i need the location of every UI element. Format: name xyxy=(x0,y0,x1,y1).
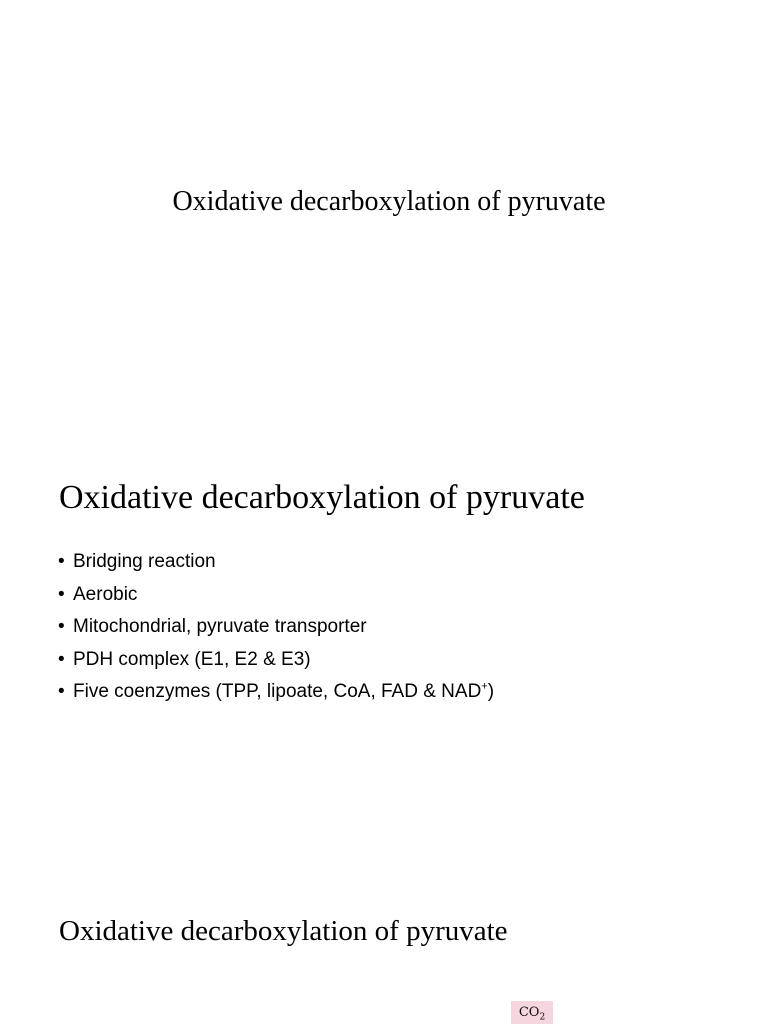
slide-2 xyxy=(0,432,768,864)
slide-title: Oxidative decarboxylation of pyruvate xyxy=(59,915,508,947)
bullet-list xyxy=(58,549,494,712)
bullet-icon: • xyxy=(58,583,65,605)
co2-text: CO xyxy=(518,1005,540,1020)
bullet-text-main: Five coenzymes (TPP, lipoate, CoA, FAD & NAD xyxy=(73,681,482,702)
bullet-icon: • xyxy=(58,648,65,670)
bullet-text: Aerobic xyxy=(73,583,138,605)
bullet-icon: • xyxy=(58,681,65,702)
bullet-item xyxy=(58,582,494,615)
bullet-text: Mitochondrial, pyruvate transporter xyxy=(73,616,367,637)
slide-1 xyxy=(0,0,768,432)
bullet-icon: • xyxy=(58,616,65,637)
bullet-item xyxy=(58,614,494,647)
slide-3 xyxy=(0,864,768,1024)
bullet-icon: • xyxy=(58,551,65,572)
bullet-item xyxy=(58,679,494,712)
bullet-text-suffix: ) xyxy=(487,681,495,702)
bullet-text xyxy=(73,681,494,702)
bullet-text: PDH complex (E1, E2 & E3) xyxy=(73,648,311,670)
bullet-item xyxy=(58,647,494,680)
superscript-charge: + xyxy=(481,680,488,693)
co2-subscript: 2 xyxy=(539,1012,546,1023)
bullet-text: Bridging reaction xyxy=(73,551,216,572)
slide-title: Oxidative decarboxylation of pyruvate xyxy=(59,479,585,516)
co2-label xyxy=(511,1001,553,1024)
bullet-item xyxy=(58,549,494,582)
slide-title: Oxidative decarboxylation of pyruvate xyxy=(172,186,606,217)
